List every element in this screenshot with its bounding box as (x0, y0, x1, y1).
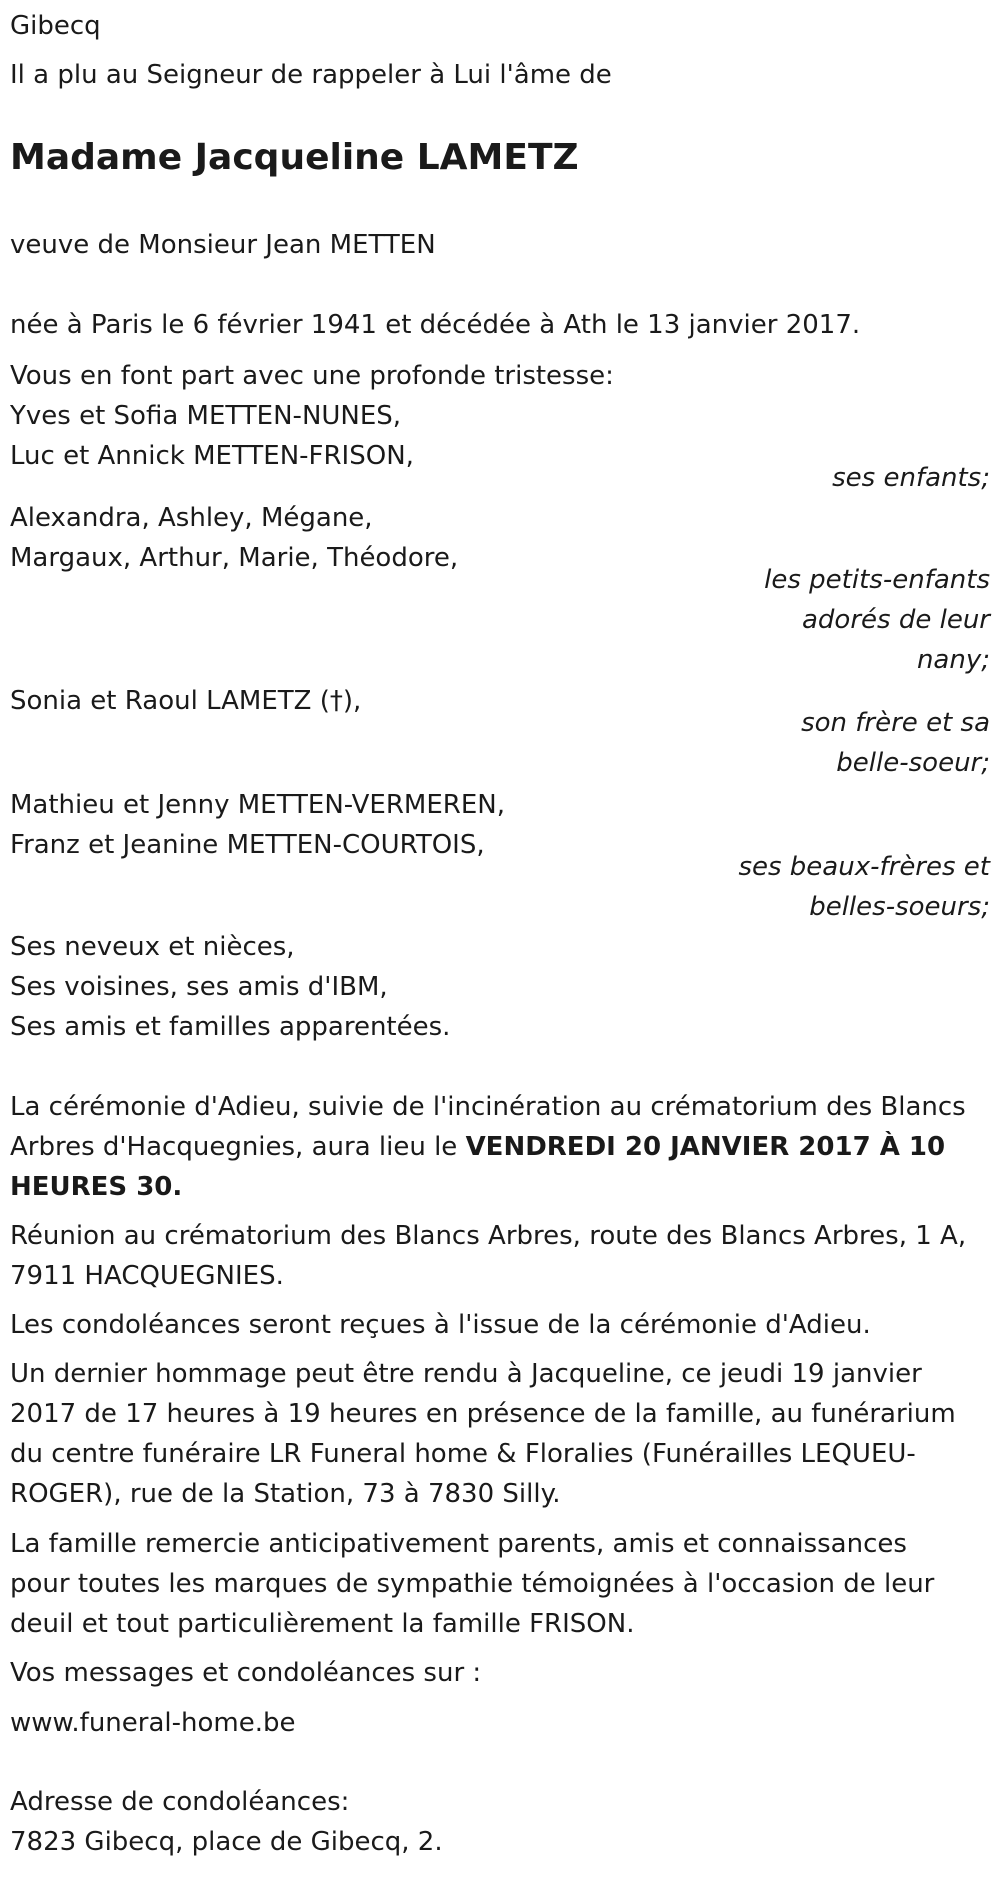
ceremony-time: HEURES 30. (10, 1172, 183, 1202)
thanks-line: deuil et tout particulièrement la famille FRISON. (10, 1609, 635, 1639)
meeting-line: Réunion au crématorium des Blancs Arbres, route des Blancs Arbres, 1 A, (10, 1221, 967, 1251)
grandchildren-relation: nany; (916, 645, 990, 675)
in-laws-relation: belles-soeurs; (809, 892, 990, 922)
ceremony-date: VENDREDI 20 JANVIER 2017 À 10 (465, 1132, 946, 1162)
grandchildren-relation: adorés de leur (802, 605, 990, 635)
siblings-name-line: Sonia et Raoul LAMETZ (†), (10, 686, 362, 716)
grandchildren-name-line: Alexandra, Ashley, Mégane, (10, 503, 373, 533)
thanks-line: pour toutes les marques de sympathie témoignées à l'occasion de leur (10, 1569, 935, 1599)
thanks-line: La famille remercie anticipativement parents, amis et connaissances (10, 1529, 907, 1559)
location: Gibecq (10, 11, 101, 41)
announce-intro: Vous en font part avec une profonde tristesse: (10, 361, 614, 391)
ceremony-text: Arbres d'Hacquegnies, aura lieu le (10, 1132, 466, 1162)
siblings-relation: belle-soeur; (836, 748, 990, 778)
condolences-note: Les condoléances seront reçues à l'issue de la cérémonie d'Adieu. (10, 1310, 871, 1340)
birth-death: née à Paris le 6 février 1941 et décédée à Ath le 13 janvier 2017. (10, 310, 861, 340)
children-name-line: Yves et Sofia METTEN-NUNES, (10, 401, 402, 431)
address-label: Adresse de condoléances: (10, 1787, 350, 1817)
others-line: Ses neveux et nièces, (10, 932, 295, 962)
siblings-relation: son frère et sa (801, 708, 990, 738)
grandchildren-name-line: Margaux, Arthur, Marie, Théodore, (10, 543, 459, 573)
address: 7823 Gibecq, place de Gibecq, 2. (10, 1827, 443, 1857)
children-name-line: Luc et Annick METTEN-FRISON, (10, 441, 414, 471)
widow-of: veuve de Monsieur Jean METTEN (10, 230, 436, 260)
website-link[interactable]: www.funeral-home.be (10, 1708, 296, 1738)
tribute-line: 2017 de 17 heures à 19 heures en présence de la famille, au funérarium (10, 1399, 956, 1429)
deceased-name: Madame Jacqueline LAMETZ (10, 137, 579, 178)
tribute-line: ROGER), rue de la Station, 73 à 7830 Silly. (10, 1479, 561, 1509)
messages-label: Vos messages et condoléances sur : (10, 1658, 482, 1688)
grandchildren-relation: les petits-enfants (764, 565, 990, 595)
others-line: Ses amis et familles apparentées. (10, 1012, 451, 1042)
children-relation: ses enfants; (832, 463, 990, 493)
tribute-line: du centre funéraire LR Funeral home & Floralies (Funérailles LEQUEU- (10, 1439, 916, 1469)
in-laws-name-line: Franz et Jeanine METTEN-COURTOIS, (10, 830, 485, 860)
tribute-line: Un dernier hommage peut être rendu à Jacqueline, ce jeudi 19 janvier (10, 1359, 922, 1389)
ceremony-line (10, 1127, 945, 1167)
others-line: Ses voisines, ses amis d'IBM, (10, 972, 388, 1002)
in-laws-relation: ses beaux-frères et (738, 852, 990, 882)
intro-text: Il a plu au Seigneur de rappeler à Lui l'âme de (10, 60, 612, 90)
meeting-line: 7911 HACQUEGNIES. (10, 1261, 284, 1291)
in-laws-name-line: Mathieu et Jenny METTEN-VERMEREN, (10, 790, 505, 820)
ceremony-line: La cérémonie d'Adieu, suivie de l'incinération au crématorium des Blancs (10, 1092, 966, 1122)
